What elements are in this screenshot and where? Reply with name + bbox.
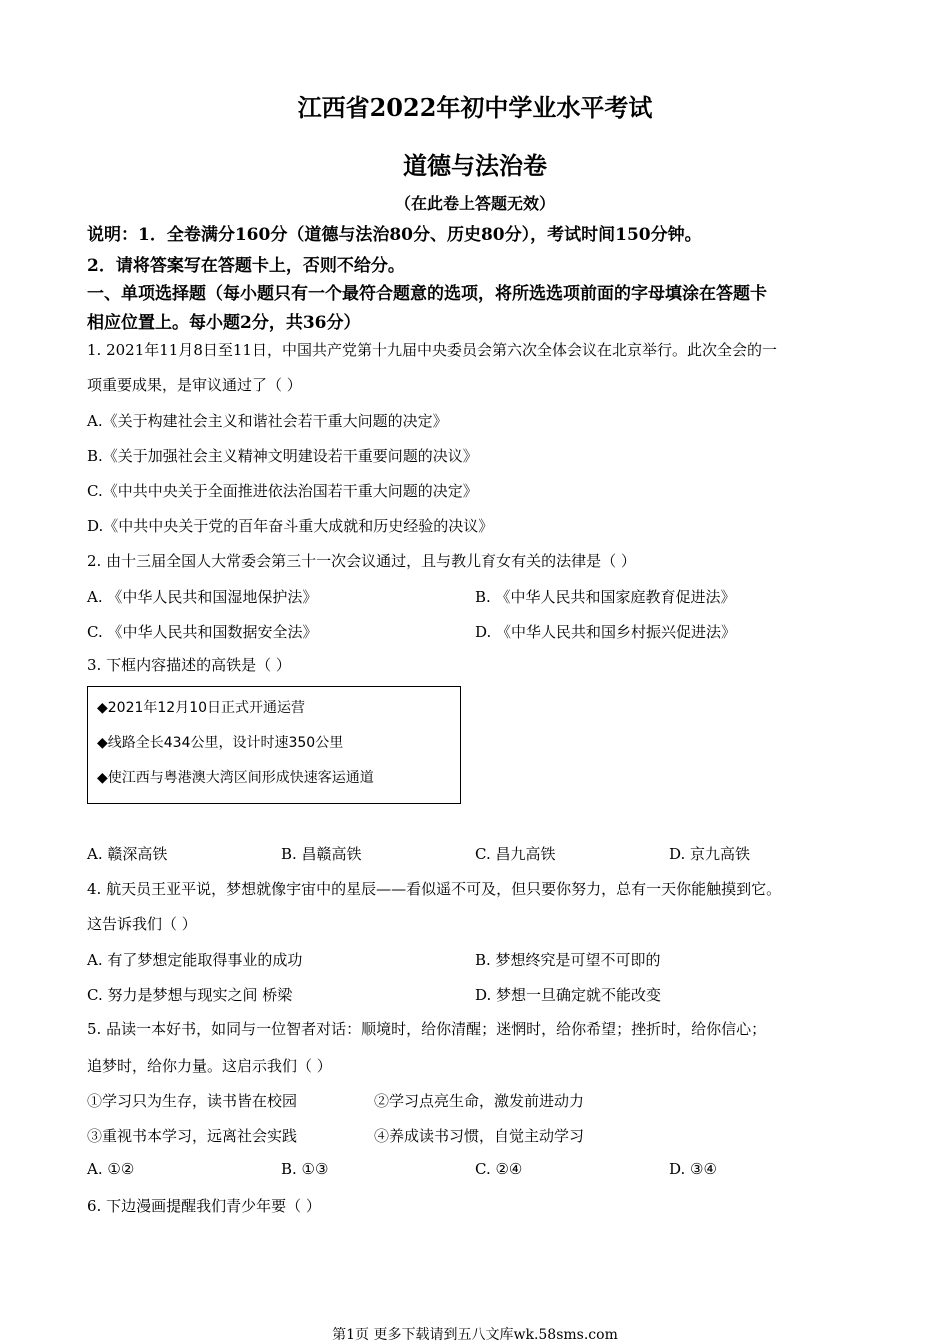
q5-statement-1: ①学习只为生存，读书皆在校园 [87,1092,298,1110]
q5-stem-line-2: 追梦时，给你力量。这启示我们（ ） [87,1057,332,1075]
q2-option-a: A. 《中华人民共和国湿地保护法》 [87,588,318,606]
q2-stem: 2. 由十三届全国人大常委会第三十一次会议通过，且与教儿育女有关的法律是（ ） [87,552,636,570]
instruction-line-2: 2．请将答案写在答题卡上，否则不给分。 [87,256,405,276]
subject-title: 道德与法治卷 [403,151,547,180]
q5-option-a: A. ①② [87,1160,135,1178]
q4-stem-line-1: 4. 航天员王亚平说，梦想就像宇宙中的星辰——看似遥不可及，但只要你努力，总有一天你能触摸到它。 [87,880,782,898]
q1-option-d: D.《中共中央关于党的百年奋斗重大成就和历史经验的决议》 [87,517,494,535]
q5-statement-4: ④养成读书习惯，自觉主动学习 [374,1127,585,1145]
q3-stem: 3. 下框内容描述的高铁是（ ） [87,656,291,674]
q4-option-a: A. 有了梦想定能取得事业的成功 [87,951,303,969]
q4-stem-line-2: 这告诉我们（ ） [87,915,197,933]
q4-option-d: D. 梦想一旦确定就不能改变 [475,986,662,1004]
q3-box-line-1: ◆2021年12月10日正式开通运营 [97,700,306,716]
q5-option-b: B. ①③ [281,1160,329,1178]
q3-box-line-3: ◆使江西与粤港澳大湾区间形成快速客运通道 [97,770,374,786]
q1-stem-line-1: 1. 2021年11月8日至11日，中国共产党第十九届中央委员会第六次全体会议在北京举行。此次全会的一 [87,341,777,359]
q3-option-a: A. 赣深高铁 [87,845,168,863]
q3-option-d: D. 京九高铁 [669,845,751,863]
q3-option-b: B. 昌赣高铁 [281,845,362,863]
q5-statement-3: ③重视书本学习，远离社会实践 [87,1127,298,1145]
page-title: 江西省2022年初中学业水平考试 [297,93,653,122]
invalid-note: （在此卷上答题无效） [394,194,555,213]
q1-stem-line-2: 项重要成果，是审议通过了（ ） [87,376,302,394]
q5-option-c: C. ②④ [475,1160,523,1178]
q2-option-b: B. 《中华人民共和国家庭教育促进法》 [475,588,736,606]
q3-box-line-2: ◆线路全长434公里，设计时速350公里 [97,735,344,751]
section-heading-line-2: 相应位置上。每小题2分，共36分） [87,313,361,333]
q2-option-c: C. 《中华人民共和国数据安全法》 [87,623,318,641]
q4-option-b: B. 梦想终究是可望不可即的 [475,951,661,969]
q5-option-d: D. ③④ [669,1160,717,1178]
q5-statement-2: ②学习点亮生命，激发前进动力 [374,1092,585,1110]
section-heading-line-1: 一、单项选择题（每小题只有一个最符合题意的选项，将所选选项前面的字母填涂在答题卡 [87,284,767,304]
page-footer: 第1页 更多下载请到五八文库wk.58sms.com [332,1327,618,1343]
q6-stem: 6. 下边漫画提醒我们青少年要（ ） [87,1197,321,1215]
instruction-line-1: 说明：1．全卷满分160分（道德与法治80分、历史80分），考试时间150分钟。 [87,225,702,245]
q1-option-a: A.《关于构建社会主义和谐社会若干重大问题的决定》 [87,412,448,430]
q1-option-b: B.《关于加强社会主义精神文明建设若干重要问题的决议》 [87,447,478,465]
q2-option-d: D. 《中华人民共和国乡村振兴促进法》 [475,623,737,641]
q1-option-c: C.《中共中央关于全面推进依法治国若干重大问题的决定》 [87,482,478,500]
q3-option-c: C. 昌九高铁 [475,845,556,863]
q4-option-c: C. 努力是梦想与现实之间 桥梁 [87,986,293,1004]
q5-stem-line-1: 5. 品读一本好书，如同与一位智者对话：顺境时，给你清醒；迷惘时，给你希望；挫折时，给你信心； [87,1020,767,1038]
